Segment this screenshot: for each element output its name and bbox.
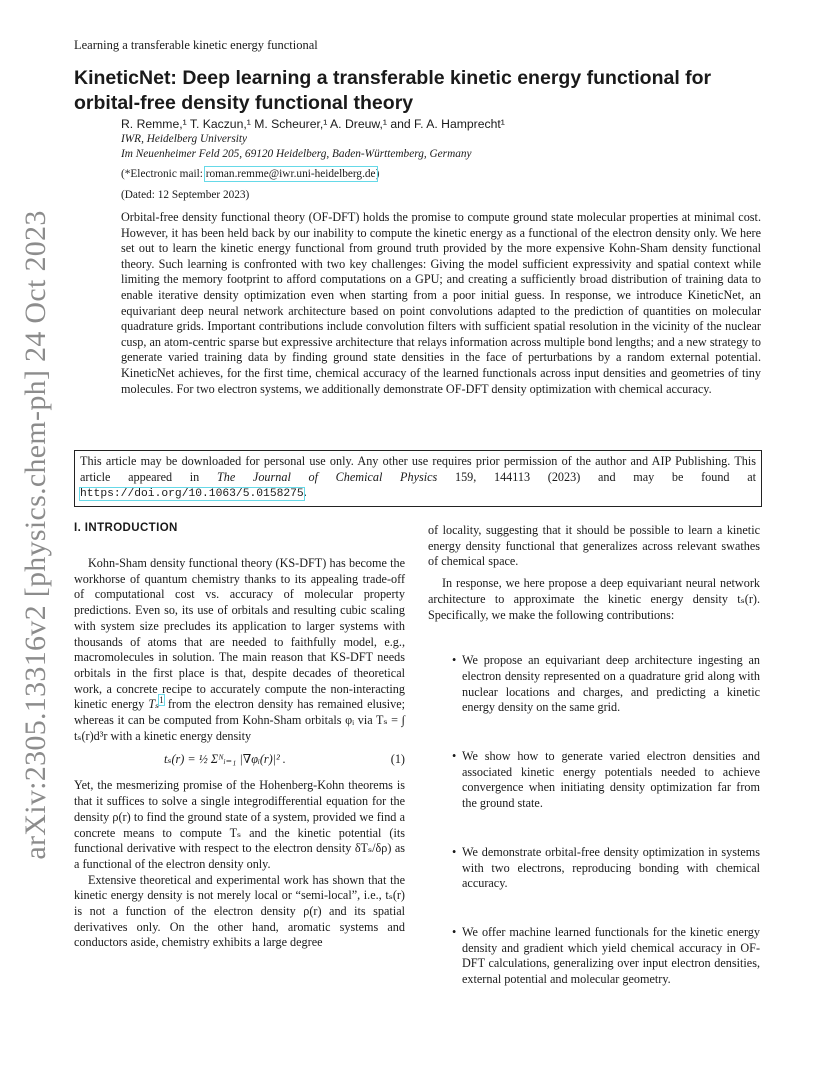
intro-paragraph-3: Extensive theoretical and experimental work has shown that the kinetic energy density is not merely local or “semi-local”, i.e., tₛ(r) is not a function of the electron density ρ(r) and its spatial derivatives only. On the other hand, aromatic systems and conductors aside, chemistry exhibits a large degree <box>74 872 405 950</box>
arxiv-watermark <box>6 210 66 860</box>
affiliation-address: Im Neuenheimer Feld 205, 69120 Heidelberg, Baden-Württemberg, Germany <box>121 148 472 160</box>
email-suffix: ) <box>375 168 380 180</box>
bullet-icon: • <box>452 924 457 939</box>
notice-text-end: . <box>303 485 307 500</box>
date-line: (Dated: 12 September 2023) <box>121 189 250 201</box>
bullet-icon: • <box>452 844 457 859</box>
bullet-icon: • <box>452 749 457 764</box>
section-heading-introduction: I. INTRODUCTION <box>74 522 178 534</box>
notice-text-start: This article may be downloaded for personal use only. Any other use requires prior permission of the author and AIP Publishing. This article appeared in <box>80 454 756 484</box>
list-item: • We show how to generate varied electron densities and associated kinetic energy potentials needed to achieve convergence when initiating density optimization far from the ground state. <box>452 749 760 811</box>
equation-number: (1) <box>390 752 405 767</box>
doi-link[interactable]: https://doi.org/10.1063/5.0158275 <box>80 488 304 501</box>
intro-paragraph-1: Kohn-Sham density functional theory (KS-DFT) has become the workhorse of quantum chemistry thanks to its appealing trade-off of computational cost vs. accuracy of molecular property predictions. Even so, its use of orbitals and resulting cubic scaling with system size precludes its application to larger systems with thousands of atoms that are needed to faithfully model, e.g., macromolecules in solution. The main reason that KS-DFT needs orbitals in the first place is that, despite decades of theoretical work, a concrete recipe to accurately compute the non-interacting kinetic energy Tₛ$^1$ from the electron density has remained elusive; whereas it can be computed from Kohn-Sham orbitals φᵢ via Tₛ = ∫ tₛ(r)d³r with a kinetic energy density <box>74 556 405 743</box>
left-column <box>74 556 405 951</box>
paper-title: KineticNet: Deep learning a transferable kinetic energy functional for orbital-free density functional theory <box>74 67 712 114</box>
journal-name: The Journal of Chemical Physics <box>216 469 438 484</box>
author-list: R. Remme,¹ T. Kaczun,¹ M. Scheurer,¹ A. Dreuw,¹ and F. A. Hamprecht¹ <box>121 117 505 131</box>
correspondence-email <box>121 168 379 180</box>
copyright-notice-box <box>74 450 762 507</box>
notice-text-middle: 159, 144113 (2023) and may be found at <box>437 469 756 484</box>
list-item: • We propose an equivariant deep architecture ingesting an electron density represented on a quadrature grid along with nuclear locations and charges, and predicting a kinetic energy density on the same grid. <box>452 653 760 715</box>
email-link[interactable]: roman.remme@iwr.uni-heidelberg.de <box>205 168 376 180</box>
list-item: • We offer machine learned functionals for the kinetic energy density and gradient which yield chemical accuracy in OF-DFT calculations, generalizing over input electron densities, external potential and molecular geometry. <box>452 924 760 987</box>
abstract: Orbital-free density functional theory (OF-DFT) holds the promise to compute ground state molecular properties at minimal cost. However, it has been held back by our inability to compute the kinetic energy as a functional of the electron density only. We here set out to learn the kinetic energy functional from ground truth provided by the more expensive Kohn-Sham density functional theory. Such learning is confronted with two key challenges: Giving the model sufficient expressivity and spatial context while limiting the memory footprint to afford computations on a GPU; and creating a sufficiently broad distribution of training data to enable iterative density optimization even when starting from a poor initial guess. In response, we introduce KineticNet, an equivariant deep neural network architecture based on point convolutions adapted to the prediction of quantities on molecular quadrature grids. Important contributions include convolution filters with sufficient spatial resolution in the vicinity of the nuclear cusp, an atom-centric sparse but expressive architecture that relays information across multiple bond lengths; and a new strategy to generate varied training data by finding ground state densities in the face of perturbations by a random external potential. KineticNet achieves, for the first time, chemical accuracy of the learned functionals across input densities and geometries of tiny molecules. For two electron systems, we additionally demonstrate OF-DFT density optimization with chemical accuracy. <box>121 210 761 396</box>
intro-paragraph-4: In response, we here propose a deep equivariant neural network architecture to approximate the kinetic energy density tₛ(r). Specifically, we make the following contributions: <box>428 576 760 622</box>
list-item: • We demonstrate orbital-free density optimization in systems with two electrons, reproducing bonding with chemical accuracy. <box>452 844 760 891</box>
citation-link[interactable]: 1 <box>159 695 164 706</box>
email-prefix: (*Electronic mail: <box>121 168 206 180</box>
right-column <box>428 523 760 988</box>
running-head: Learning a transferable kinetic energy functional <box>74 38 318 52</box>
intro-paragraph-3-continued: of locality, suggesting that it should be possible to learn a kinetic energy density functional that generalizes across relevant swathes of chemical space. <box>428 523 760 569</box>
equation-1 <box>74 744 405 778</box>
contributions-list <box>428 653 760 988</box>
arxiv-identifier[interactable]: arXiv:2305.13316v2 [physics.chem-ph] 24 Oct 2023 <box>19 210 52 860</box>
equation-body: tₛ(r) = ½ Σᴺᵢ₌₁ |∇φᵢ(r)|² . <box>164 752 286 767</box>
affiliation-institution: IWR, Heidelberg University <box>121 133 248 145</box>
bullet-icon: • <box>452 653 457 668</box>
ts-symbol: Tₛ <box>148 697 160 712</box>
intro-paragraph-2: Yet, the mesmerizing promise of the Hohenberg-Kohn theorems is that it suffices to solve a single integrodifferential equation for the density ρ(r) to find the ground state of a system, provided we find a concrete means to compute Tₛ and the kinetic potential (its functional derivative with respect to the electron density δTₛ/δρ) as a functional of the electron density only. <box>74 778 405 871</box>
